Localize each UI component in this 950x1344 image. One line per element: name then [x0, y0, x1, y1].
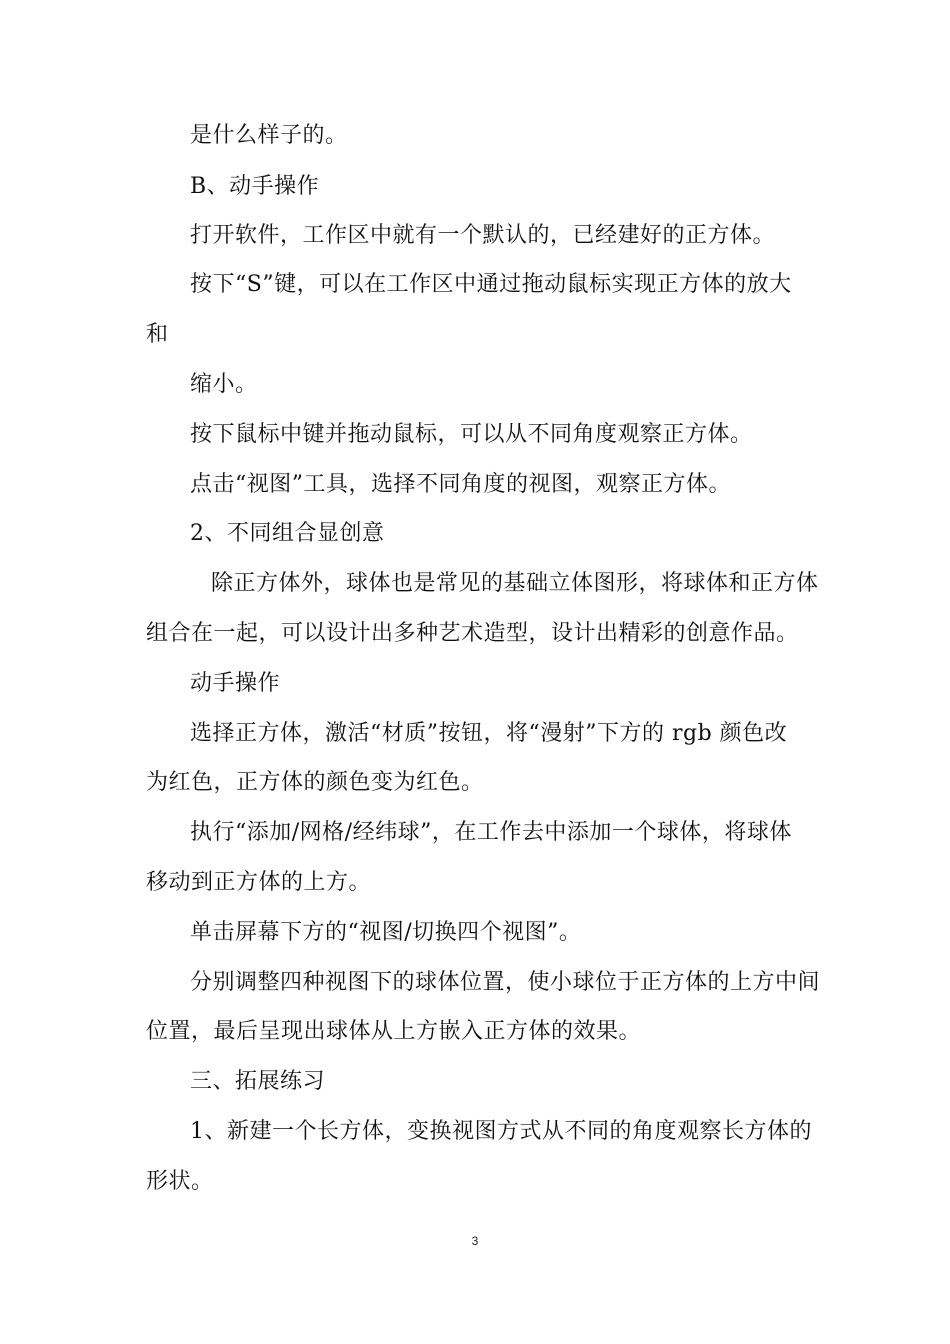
text-line-20: 三、拓展练习 [190, 1069, 326, 1094]
text-line-7: 按下鼠标中键并拖动鼠标，可以从不同角度观察正方体。 [190, 422, 753, 447]
text-line-12: 动手操作 [190, 671, 281, 696]
text-line-21: 1、新建一个长方体，变换视图方式从不同的角度观察长方体的 [190, 1119, 812, 1144]
text-line-16: 移动到正方体的上方。 [146, 870, 372, 895]
text-line-11: 组合在一起，可以设计出多种艺术造型，设计出精彩的创意作品。 [146, 621, 799, 646]
text-line-18: 分别调整四种视图下的球体位置，使小球位于正方体的上方中间 [190, 970, 821, 995]
text-line-6: 缩小。 [190, 372, 258, 397]
text-line-13: 选择正方体，激活“材质”按钮，将“漫射”下方的 rgb 颜色改 [190, 721, 788, 746]
text-line-1: 是什么样子的。 [190, 123, 348, 148]
text-line-22: 形状。 [146, 1169, 214, 1194]
text-line-19: 位置，最后呈现出球体从上方嵌入正方体的效果。 [146, 1019, 642, 1044]
text-line-15: 执行“添加/网格/经纬球”，在工作去中添加一个球体，将球体 [190, 820, 792, 845]
text-line-2: B、动手操作 [190, 174, 320, 199]
text-line-3: 打开软件，工作区中就有一个默认的，已经建好的正方体。 [190, 223, 776, 248]
page-number: 3 [471, 1234, 479, 1248]
text-line-9: 2、不同组合显创意 [190, 521, 385, 546]
text-line-8: 点击“视图”工具，选择不同角度的视图，观察正方体。 [190, 472, 731, 497]
text-line-14: 为红色，正方体的颜色变为红色。 [146, 770, 484, 795]
text-line-4: 按下“S”键，可以在工作区中通过拖动鼠标实现正方体的放大 [190, 272, 792, 297]
text-line-17: 单击屏幕下方的“视图/切换四个视图”。 [190, 920, 582, 945]
text-line-5: 和 [146, 322, 169, 347]
text-line-10: 除正方体外，球体也是常见的基础立体图形，将球体和正方体 [211, 571, 819, 596]
